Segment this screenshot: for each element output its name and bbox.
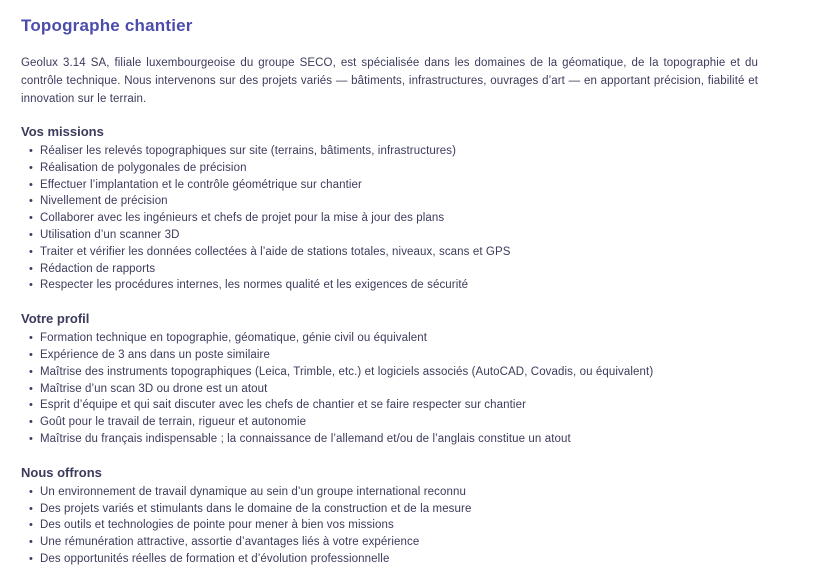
list-item: • Des outils et technologies de pointe pour mener à bien vos missions (21, 517, 758, 534)
list-item: • Nivellement de précision (21, 193, 758, 210)
list-item: • Utilisation d’un scanner 3D (21, 227, 758, 244)
list-item: • Maîtrise du français indispensable ; la connaissance de l’allemand et/ou de l’anglais constitue un atout (21, 431, 758, 448)
section-heading: Nous offrons (21, 464, 102, 480)
list-item: • Collaborer avec les ingénieurs et chefs de projet pour la mise à jour des plans (21, 210, 758, 227)
list-item: • Formation technique en topographie, géomatique, génie civil ou équivalent (21, 330, 758, 347)
list-item: • Traiter et vérifier les données collectées à l’aide de stations totales, niveaux, scans et GPS (21, 244, 758, 261)
section-heading: Vos missions (21, 124, 104, 139)
offrons-list (21, 484, 758, 568)
section-vos-missions (21, 124, 758, 294)
profil-list (21, 330, 758, 448)
list-item: • Goût pour le travail de terrain, rigueur et autonomie (21, 414, 758, 431)
intro-paragraph: Geolux 3.14 SA, filiale luxembourgeoise du groupe SECO, est spécialisée dans les domaines de la géomatique, de la topographie et du contrôle technique. Nous intervenons sur des projets variés — bâtiments, infrastructures, ouvrages d’art — en apportant précision, fiabilité et innovation sur le terrain. (21, 57, 758, 105)
list-item: • Maîtrise des instruments topographiques (Leica, Trimble, etc.) et logiciels associés (AutoCAD, Covadis, ou équivalent) (21, 364, 758, 381)
list-item: • Un environnement de travail dynamique au sein d’un groupe international reconnu (21, 484, 758, 501)
section-votre-profil (21, 311, 758, 448)
list-item: • Esprit d’équipe et qui sait discuter avec les chefs de chantier et se faire respecter sur chantier (21, 397, 758, 414)
list-item: • Maîtrise d’un scan 3D ou drone est un atout (21, 381, 758, 398)
page-title: Topographe chantier (21, 16, 193, 35)
list-item: • Réalisation de polygonales de précision (21, 160, 758, 177)
list-item: • Réaliser les relevés topographiques sur site (terrains, bâtiments, infrastructures) (21, 143, 758, 160)
list-item: • Rédaction de rapports (21, 261, 758, 278)
section-nous-offrons (21, 465, 758, 568)
list-item: • Respecter les procédures internes, les normes qualité et les exigences de sécurité (21, 277, 758, 294)
list-item: • Expérience de 3 ans dans un poste similaire (21, 347, 758, 364)
section-heading: Votre profil (21, 311, 90, 327)
list-item: • Des opportunités réelles de formation et d’évolution professionnelle (21, 551, 758, 568)
list-item: • Effectuer l’implantation et le contrôle géométrique sur chantier (21, 177, 758, 194)
list-item: • Une rémunération attractive, assortie d’avantages liés à votre expérience (21, 534, 758, 551)
list-item: • Des projets variés et stimulants dans le domaine de la construction et de la mesure (21, 501, 758, 518)
missions-list (21, 143, 758, 294)
